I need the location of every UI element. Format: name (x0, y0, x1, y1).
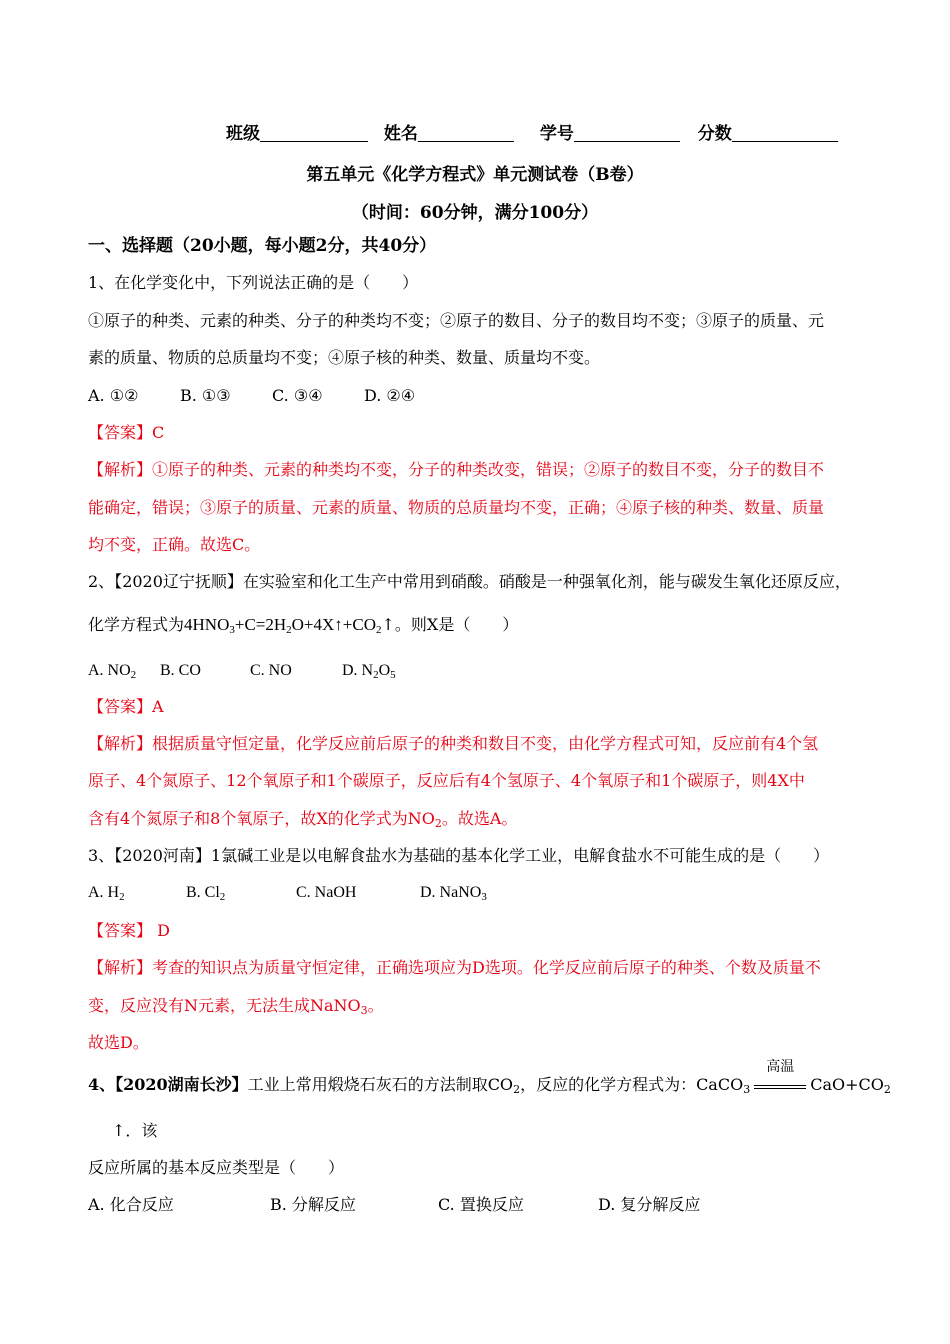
q4-stem-sub: 3 (743, 1083, 751, 1096)
student-info-header (226, 123, 848, 145)
q3-stem (88, 845, 829, 867)
q1-option-d[interactable]: D. ②④ (364, 386, 416, 405)
q4-option-b[interactable]: B. 分解反应 (270, 1195, 356, 1214)
class-blank[interactable] (260, 123, 368, 142)
q3-options (88, 882, 487, 904)
q3-source: 【2020河南】 (114, 846, 211, 865)
q1-body-line2: 素的质量、物质的总质量均不变；④原子核的种类、数量、质量均不变。 (88, 348, 601, 367)
q3-answer: 【答案】 D (88, 921, 170, 940)
q2-answer: 【答案】A (88, 697, 164, 716)
q2-option-a[interactable] (88, 660, 160, 682)
q1-analysis-line3: 均不变，正确。故选C。 (88, 535, 261, 554)
q2-equation-line (88, 614, 518, 636)
q4-option-a[interactable]: A. 化合反应 (88, 1195, 174, 1214)
q1-stem: 1、在化学变化中，下列说法正确的是（ ） (88, 273, 419, 292)
q4-number: 4、 (88, 1075, 116, 1094)
q2-option-d-text: D. N (342, 662, 374, 679)
page-title: 第五单元《化学方程式》单元测试卷（B卷） (306, 165, 644, 185)
q1-analysis-line2: 能确定，错误；③原子的质量、元素的质量、物质的总质量均不变，正确；④原子核的种类、数量、质量 (88, 498, 825, 517)
q3-option-c[interactable]: C. NaOH (296, 884, 357, 901)
q2-option-d-sub: 2 (373, 669, 379, 681)
q4-option-d[interactable]: D. 复分解反应 (598, 1195, 701, 1214)
name-label: 姓名 (383, 124, 418, 144)
q1-option-a[interactable]: A. ①② (88, 386, 139, 405)
q3-stem-text: 1氯碱工业是以电解食盐水为基础的基本化学工业，电解食盐水不可能生成的是（ ） (210, 846, 830, 865)
q1-analysis-line1: 【解析】①原子的种类、元素的种类均不变，分子的种类改变，错误；②原子的数目不变，分子的数目不 (88, 460, 825, 479)
q4-options (88, 1194, 700, 1216)
q2-option-d-sub: 5 (390, 669, 396, 681)
q2-eq-sub: 2 (286, 624, 292, 636)
score-blank[interactable] (732, 123, 838, 142)
q3-option-d-text: D. NaNO (420, 884, 482, 901)
q4-option-c[interactable]: C. 置换反应 (438, 1195, 524, 1214)
q2-option-c[interactable]: C. NO (250, 662, 292, 679)
id-blank[interactable] (574, 123, 680, 142)
q2-number: 2、 (88, 572, 115, 591)
q4-stem-text: ，反应的化学方程式为：CaCO (520, 1075, 744, 1094)
section-heading: 一、选择题（20小题，每小题2分，共40分） (88, 236, 437, 256)
q2-analysis-line2: 原子、4个氮原子、12个氧原子和1个碳原子，反应后有4个氢原子、4个氧原子和1个碳原子，则4X中 (88, 771, 805, 790)
q3-analysis-text: 变，反应没有N元素，无法生成NaNO (88, 996, 361, 1015)
q2-stem (88, 571, 851, 593)
q3-number: 3、 (88, 846, 115, 865)
q3-analysis-line1: 【解析】考查的知识点为质量守恒定律，正确选项应为D选项。化学反应前后原子的种类、个数及质量不 (88, 958, 821, 977)
q1-options (88, 385, 415, 407)
q2-option-a-sub: 2 (130, 669, 137, 681)
q2-analysis-line3 (88, 808, 517, 830)
q2-eq-part: +C=2H (234, 615, 287, 634)
q2-stem-text: 在实验室和化工生产中常用到硝酸。硝酸是一种强氧化剂，能与碳发生氧化还原反应， (242, 572, 851, 591)
q4-stem-text: CaO+CO (810, 1075, 884, 1094)
q1-option-c[interactable]: C. ③④ (272, 386, 323, 405)
q3-option-b[interactable] (186, 882, 296, 904)
q3-option-a-text: A. H (88, 884, 120, 901)
name-blank[interactable] (418, 123, 514, 142)
q2-eq-question: ↑。则X是（ ） (381, 615, 519, 634)
q3-analysis-line2 (88, 995, 384, 1017)
q4-continuation: ↑．该 (112, 1121, 158, 1140)
q2-options (88, 660, 396, 682)
q3-option-d[interactable] (420, 882, 487, 904)
q2-analysis-text: 含有4个氮原子和8个氧原子，故X的化学式为NO (88, 809, 435, 828)
q2-eq-part: O+4X↑+CO (291, 615, 377, 634)
id-label: 学号 (539, 124, 574, 144)
q2-equation (184, 615, 382, 634)
q2-analysis-text: 。故选A。 (441, 809, 518, 828)
q2-option-d[interactable] (342, 660, 396, 682)
q4-stem (88, 1059, 891, 1096)
q2-eq-sub: 3 (229, 624, 235, 636)
q1-option-b[interactable]: B. ①③ (180, 386, 231, 405)
q3-option-b-sub: 2 (219, 891, 226, 903)
q3-analysis-sub: 3 (360, 1004, 368, 1017)
q4-reaction-arrow (750, 1059, 810, 1096)
q2-option-a-text: A. NO (88, 662, 131, 679)
q2-option-d-text: O (378, 662, 391, 679)
page-subtitle: （时间：60分钟，满分100分） (351, 203, 599, 223)
q4-reaction-condition: 高温 (766, 1059, 795, 1075)
q3-option-a-sub: 2 (119, 891, 125, 903)
q2-analysis-sub: 2 (434, 817, 442, 830)
q2-analysis-line1: 【解析】根据质量守恒定量，化学反应前后原子的种类和数目不变，由化学方程式可知，反应前有4个氢 (88, 734, 819, 753)
q2-option-b[interactable]: B. CO (160, 662, 201, 679)
q2-eq-prefix: 化学方程式为 (88, 615, 185, 634)
class-label: 班级 (226, 124, 260, 144)
q3-option-d-sub: 3 (481, 891, 487, 903)
q2-eq-part: 4HNO (184, 615, 230, 634)
q2-eq-sub: 2 (376, 624, 382, 636)
q4-body: 反应所属的基本反应类型是（ ） (88, 1158, 345, 1177)
score-label: 分数 (697, 124, 732, 144)
q3-option-b-text: B. Cl (186, 884, 220, 901)
q1-answer: 【答案】C (88, 423, 165, 442)
q3-conclusion: 故选D。 (88, 1033, 149, 1052)
q4-stem-sub: 2 (883, 1083, 891, 1096)
q4-source: 【2020湖南长沙】 (115, 1075, 248, 1094)
q3-analysis-text: 。 (367, 996, 384, 1015)
q2-source: 【2020辽宁抚顺】 (114, 572, 243, 591)
q3-option-a[interactable] (88, 882, 186, 904)
q4-stem-text: 工业上常用煅烧石灰石的方法制取CO (247, 1075, 514, 1094)
q4-stem-sub: 2 (513, 1083, 521, 1096)
q1-body-line1: ①原子的种类、元素的种类、分子的种类均不变；②原子的数目、分子的数目均不变；③原子的质量、元 (88, 311, 825, 330)
